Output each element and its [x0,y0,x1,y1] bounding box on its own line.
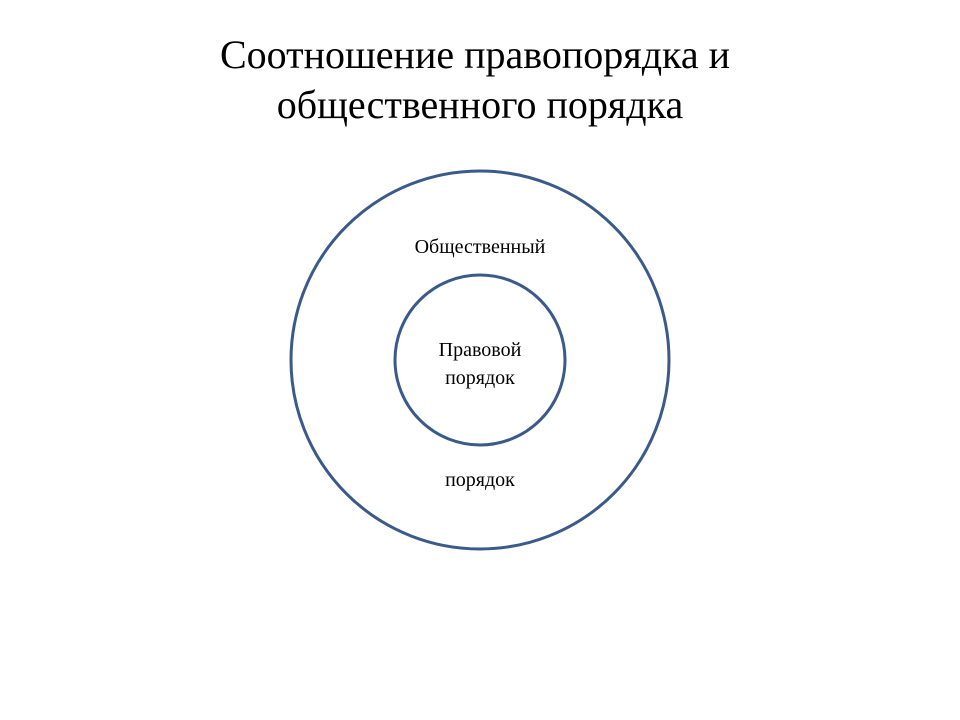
slide-title-line-1: Соотношение правопорядка и [219,32,731,77]
outer-circle-label-bottom: порядок [445,469,515,491]
outer-circle-label-top: Общественный [414,236,546,258]
inner-circle-label-line-2: порядок [445,367,515,389]
slide-title-line-2: общественного порядка [276,82,684,127]
inner-circle-label-line-1: Правовой [438,339,522,361]
inner-circle-label [400,336,560,392]
